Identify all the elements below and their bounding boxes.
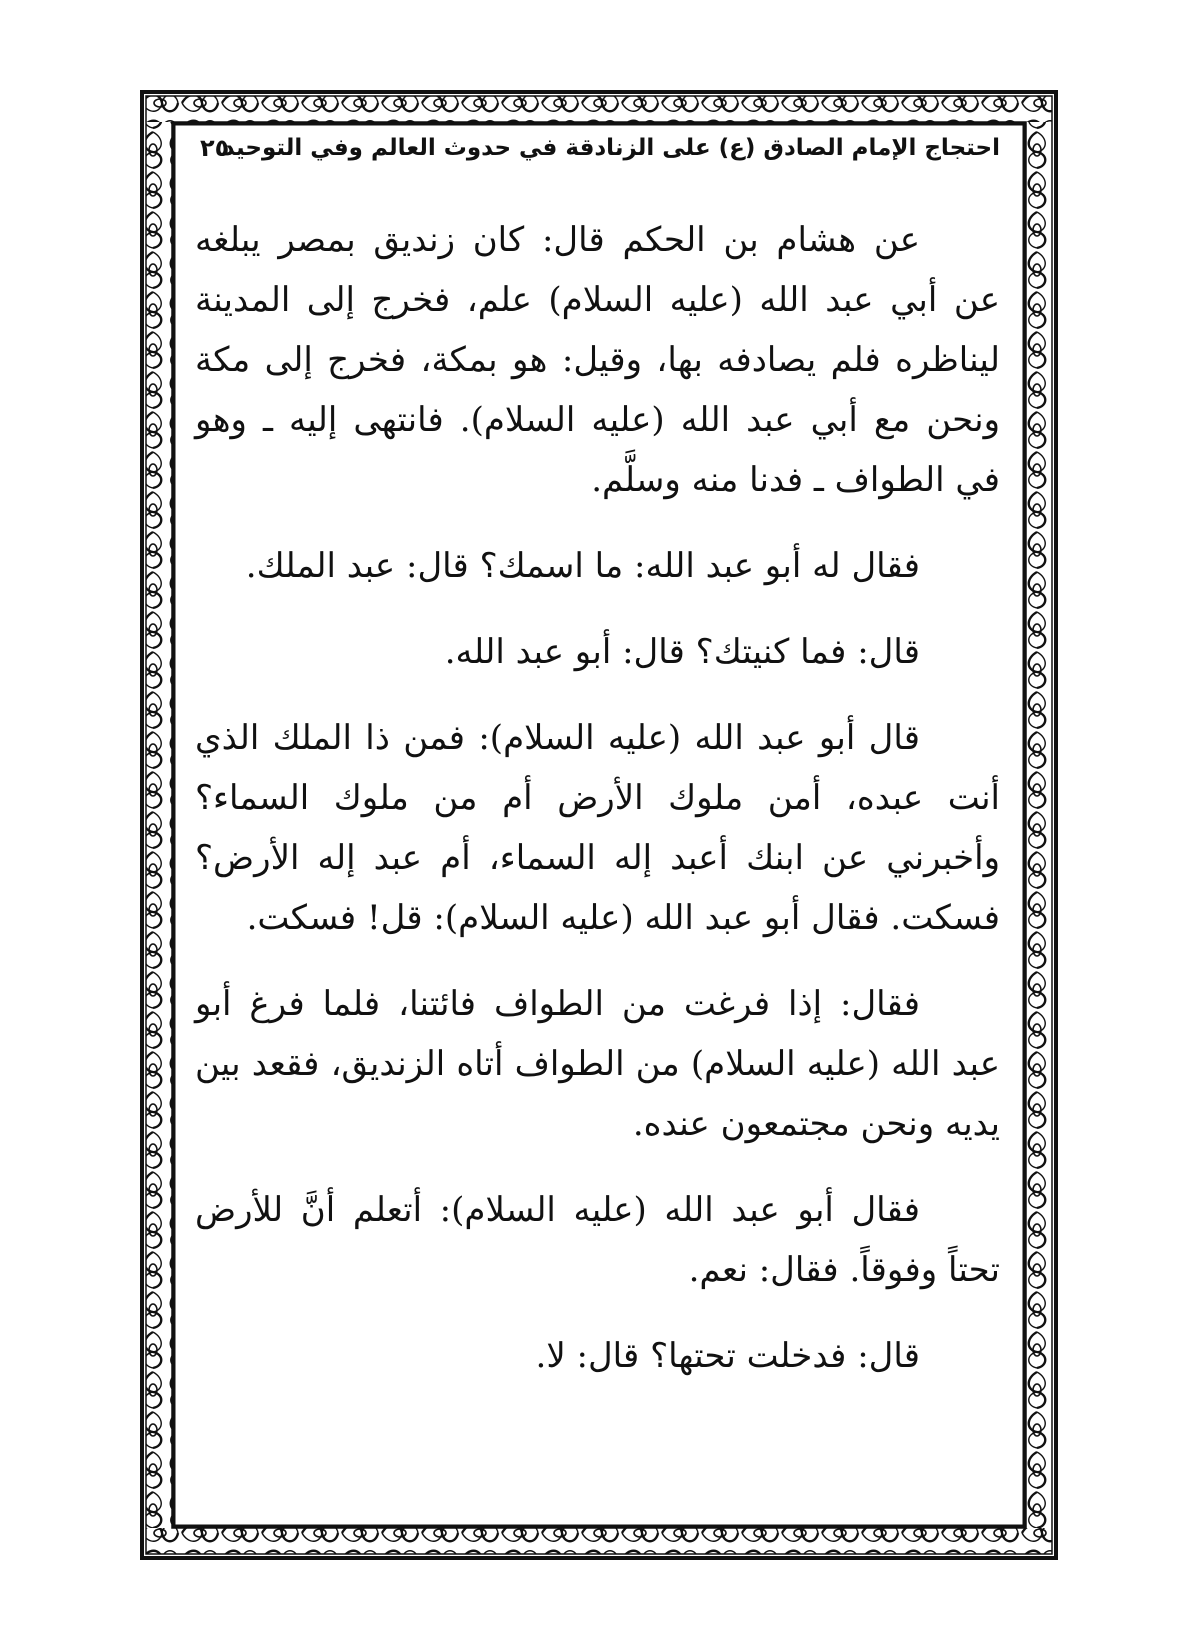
paragraph: فقال له أبو عبد الله: ما اسمك؟ قال: عبد الملك. xyxy=(245,546,920,586)
paragraph: قال: فما كنيتك؟ قال: أبو عبد الله. xyxy=(444,632,920,672)
paragraph: فقال: إذا فرغت من الطواف فائتنا، فلما فرغ أبو عبد الله (عليه السلام) من الطواف أتاه الزنديق، فقعد بين يديه ونحن مجتمعون عنده. xyxy=(195,984,1000,1144)
paragraph: قال: فدخلت تحتها؟ قال: لا. xyxy=(535,1336,920,1376)
paragraph: فقال أبو عبد الله (عليه السلام): أتعلم أنَّ للأرض تحتاً وفوقاً. فقال: نعم. xyxy=(195,1190,1000,1290)
chapter-title: احتجاج الإمام الصادق (ع) على الزنادقة في حدوث العالم وفي التوحيد xyxy=(222,135,1000,161)
running-header xyxy=(200,128,1000,172)
page-number: ٢٥ xyxy=(200,134,230,162)
body-text xyxy=(195,210,1000,1412)
paragraph: عن هشام بن الحكم قال: كان زنديق بمصر يبلغه عن أبي عبد الله (عليه السلام) علم، فخرج إلى المدينة ليناظره فلم يصادفه بها، وقيل: هو بمكة، فخرج إلى مكة ونحن مع أبي عبد الله (عليه السلام). فانتهى إليه ـ وهو في الطواف ـ فدنا منه وسلَّم. xyxy=(195,220,1000,500)
paragraph: قال أبو عبد الله (عليه السلام): فمن ذا الملك الذي أنت عبده، أمن ملوك الأرض أم من ملوك السماء؟ وأخبرني عن ابنك أعبد إله السماء، أم عبد إله الأرض؟ فسكت. فقال أبو عبد الله (عليه السلام): قل! فسكت. xyxy=(195,718,1000,938)
